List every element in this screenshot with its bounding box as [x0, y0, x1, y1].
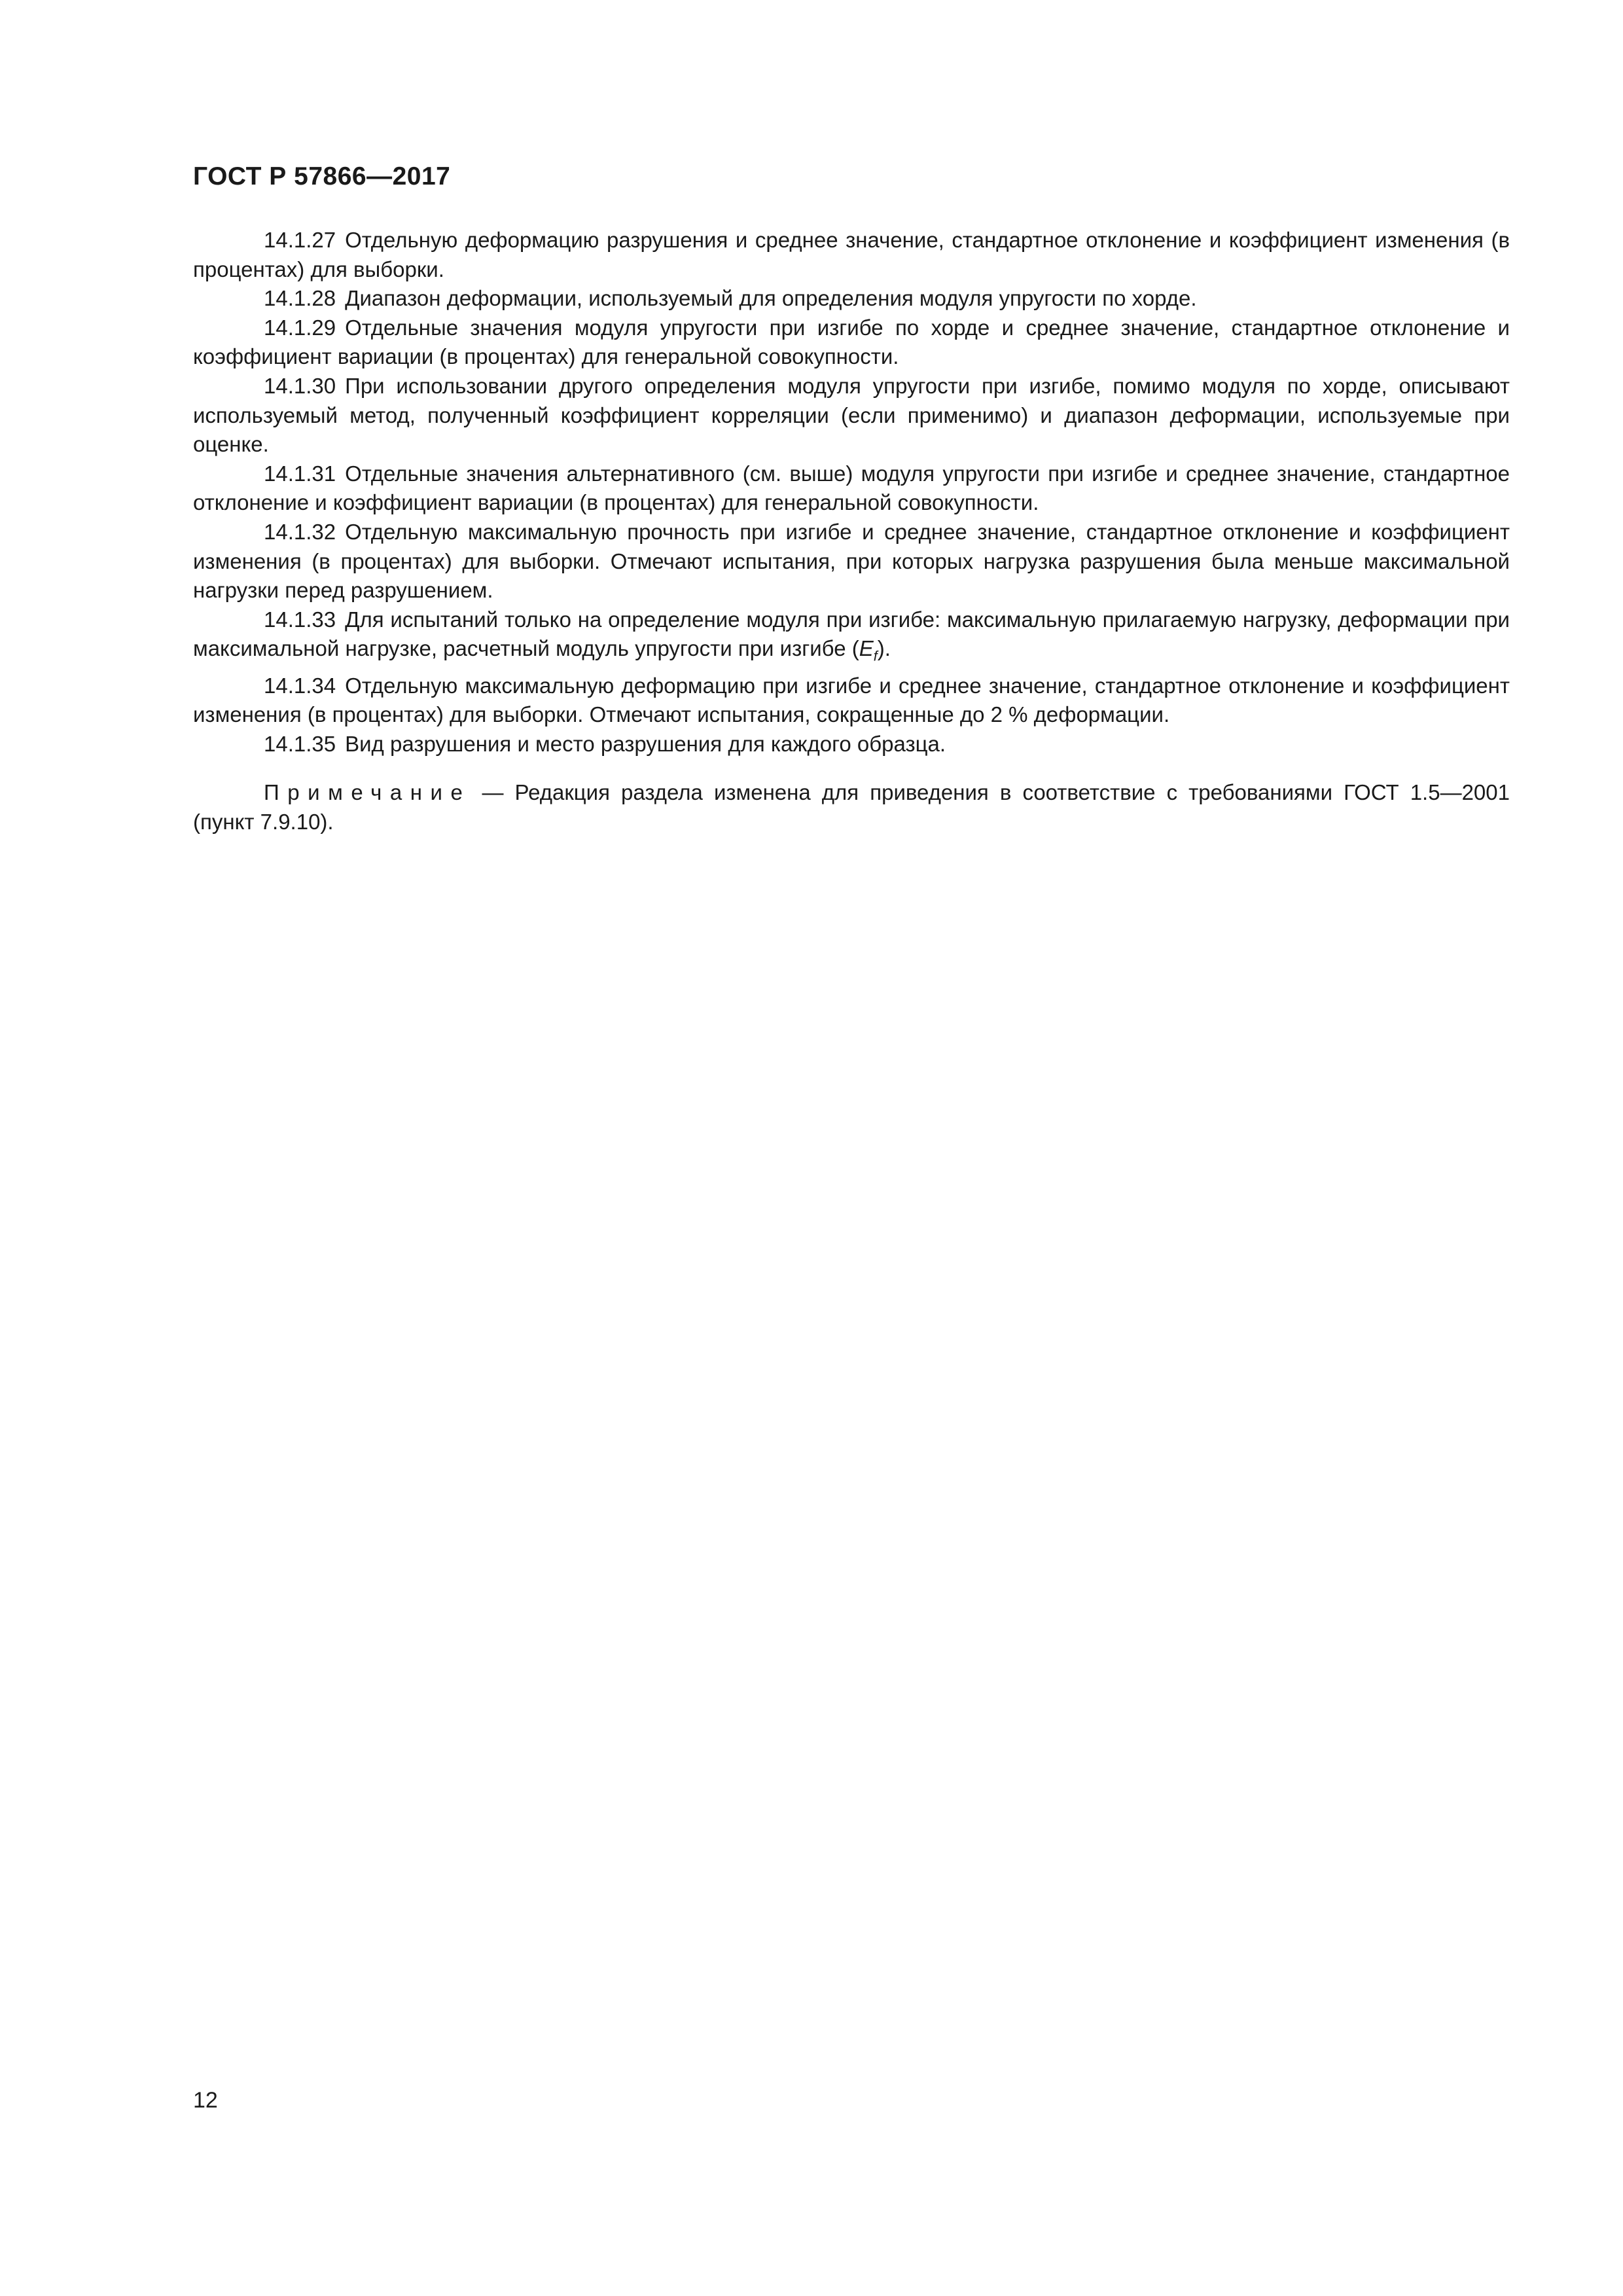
note-text: — Редакция раздела изменена для приведения в соответствие с требованиями ГОСТ 1.5—2001 (пункт 7.9.10).: [193, 780, 1510, 834]
clause-text: Отдельную деформацию разрушения и среднее значение, стандартное отклонение и коэффициент изменения (в процентах) для выборки.: [193, 228, 1510, 281]
clause-14-1-27: [193, 226, 1510, 284]
clause-text: Отдельные значения модуля упругости при изгибе по хорде и среднее значение, стандартное отклонение и коэффициент вариации (в процентах) для генеральной совокупности.: [193, 315, 1510, 369]
clause-number: 14.1.27: [264, 228, 336, 252]
page-number: 12: [193, 2088, 218, 2113]
clause-number: 14.1.34: [264, 673, 336, 698]
clause-number: 14.1.29: [264, 315, 336, 340]
clause-text-end: ).: [877, 636, 891, 661]
clause-14-1-30: [193, 372, 1510, 459]
clause-14-1-32: [193, 518, 1510, 605]
document-code-header: ГОСТ Р 57866—2017: [193, 162, 451, 190]
clause-text: Отдельную максимальную деформацию при изгибе и среднее значение, стандартное отклонение и коэффициент изменения (в процентах) для выборки. Отмечают испытания, сокращенные до 2 % деформации.: [193, 673, 1510, 727]
clause-number: 14.1.31: [264, 461, 336, 486]
document-body: [193, 226, 1510, 836]
editorial-note: [193, 778, 1510, 836]
clause-14-1-33: [193, 605, 1510, 672]
clause-14-1-35: [193, 730, 1510, 759]
note-label: Примечание: [264, 780, 471, 805]
flexural-modulus-symbol: $E_f$: [859, 636, 878, 664]
clause-text: Отдельную максимальную прочность при изгибе и среднее значение, стандартное отклонение и коэффициент изменения (в процентах) для выборки. Отмечают испытания, при которых нагрузка разрушения была меньше максимальной нагрузки перед разрушением.: [193, 519, 1510, 603]
clause-number: 14.1.30: [264, 373, 336, 398]
clause-number: 14.1.35: [264, 731, 336, 756]
clause-number: 14.1.33: [264, 607, 336, 632]
clause-14-1-34: [193, 672, 1510, 730]
clause-number: 14.1.28: [264, 286, 336, 311]
clause-text: При использовании другого определения модуля упругости при изгибе, помимо модуля по хорде, описывают используемый метод, полученный коэффициент корреляции (если применимо) и диапазон деформации, используемые при оценке.: [193, 373, 1510, 457]
clause-14-1-31: [193, 459, 1510, 518]
clause-text: Диапазон деформации, используемый для определения модуля упругости по хорде.: [345, 286, 1197, 311]
clause-text: Вид разрушения и место разрушения для каждого образца.: [345, 731, 946, 756]
clause-number: 14.1.32: [264, 519, 336, 544]
clause-14-1-29: [193, 314, 1510, 372]
clause-14-1-28: [193, 284, 1510, 314]
clause-text: Для испытаний только на определение модуля при изгибе: максимальную прилагаемую нагрузку, деформации при максимальной нагрузке, расчетный модуль упругости при изгибе (: [193, 607, 1510, 661]
clause-text: Отдельные значения альтернативного (см. выше) модуля упругости при изгибе и среднее значение, стандартное отклонение и коэффициент вариации (в процентах) для генеральной совокупности.: [193, 461, 1510, 515]
